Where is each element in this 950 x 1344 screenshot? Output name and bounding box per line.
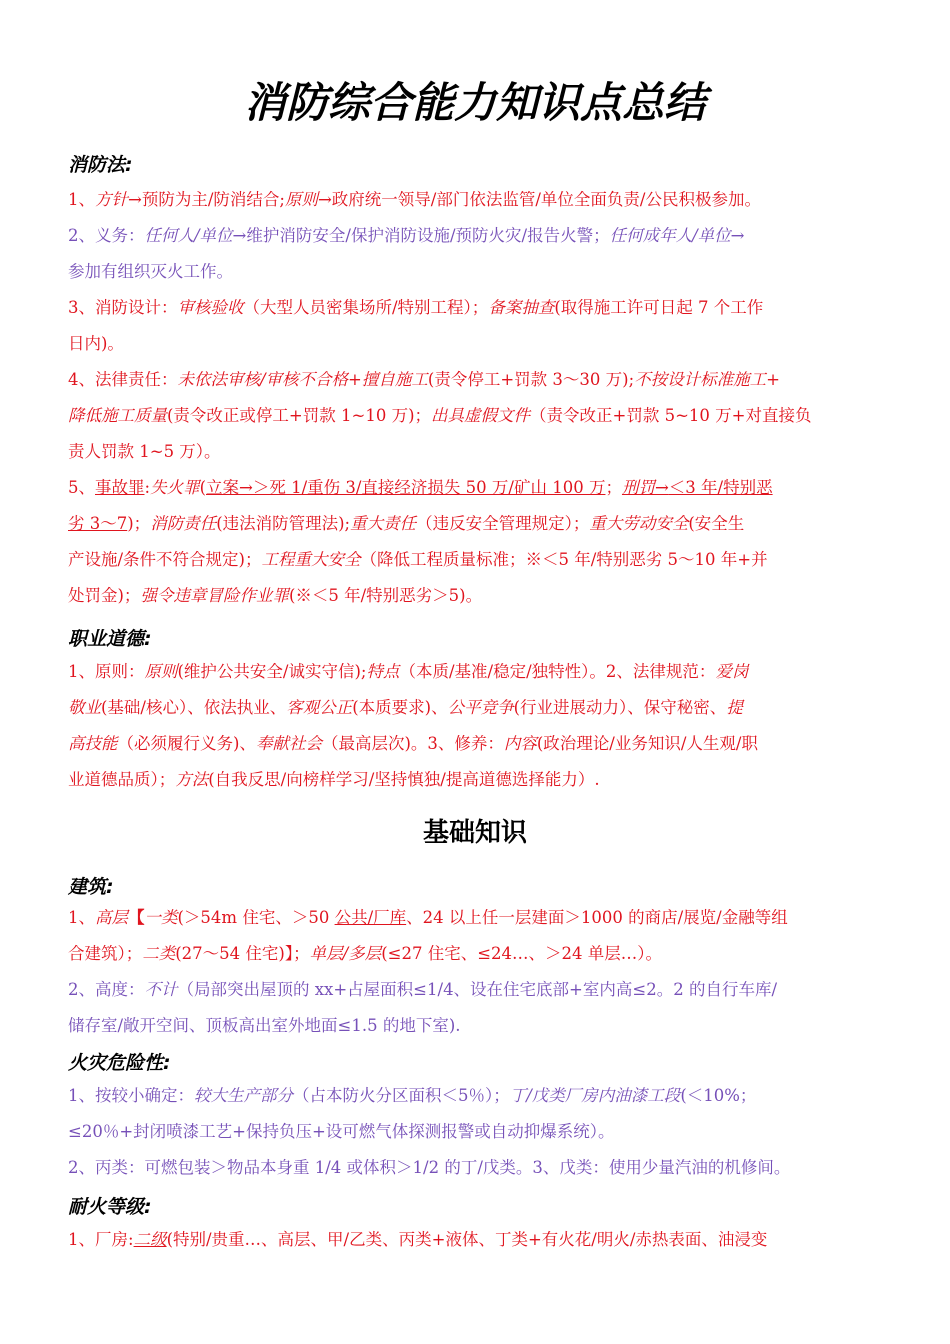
paragraph	[68, 470, 884, 614]
section-subtitle: 基础知识	[422, 818, 527, 848]
text-run: 1、按较小确定：	[68, 1086, 194, 1105]
text-run: （大型人员密集场所/特别工程）；	[243, 298, 489, 317]
section-heading-fire-resistance: 耐火等级:	[68, 1196, 152, 1218]
text-run: （降低工程质量标准；※＜5 年/特别恶劣 5～10 年+并	[360, 550, 768, 569]
text-run: 、24 以上任一层建面＞1000 的商店/展览/金融等组	[406, 908, 788, 927]
text-run: 原则→	[284, 190, 332, 209]
text-run: 4、法律责任：	[68, 370, 178, 389]
text-run: 工程重大安全	[261, 550, 361, 569]
text-run: 内容	[503, 734, 537, 753]
text-run: 敬业	[68, 698, 101, 717]
text-run: 方法	[175, 770, 209, 789]
text-run: 任何成年人/单位→	[609, 226, 745, 245]
text-run: 【	[128, 908, 145, 927]
text-run: (≤27 住宅、≤24…、＞24 单层…）。	[381, 944, 663, 963]
text-run: 公平竞争	[447, 698, 514, 717]
paragraph	[68, 362, 884, 470]
paragraph	[68, 972, 884, 1044]
text-run: 1、厂房:	[68, 1230, 134, 1249]
text-run: （本质/基准/稳定/独特性）。2、法律规范：	[399, 662, 716, 681]
text-run: 单层/多层	[309, 944, 382, 963]
text-run: (安全生	[688, 514, 745, 533]
text-run: （局部突出屋顶的 xx+占屋面积≤1/4、设在住宅底部+室内高≤2。2 的自行车库/	[177, 980, 778, 999]
paragraph	[68, 1078, 884, 1150]
section-heading-fire-hazard: 火灾危险性:	[68, 1052, 171, 1074]
text-run: (＜10%；	[680, 1086, 757, 1105]
text-run: 业道德品质）；	[68, 770, 176, 789]
text-run: 降低施工质量	[68, 406, 167, 425]
text-run: 特点	[366, 662, 400, 681]
text-run: （最高层次)。3、修养：	[321, 734, 504, 753]
text-run: 处罚金)；	[68, 586, 141, 605]
text-run: 参加有组织灭火工作。	[68, 262, 233, 281]
text-run: 1、原则：	[68, 662, 145, 681]
text-run: 1、	[68, 908, 95, 927]
paragraph	[68, 900, 884, 972]
text-run: 事故罪	[95, 478, 145, 497]
text-run: 责人罚款 1~5 万）。	[68, 442, 221, 461]
text-run: 爱岗	[715, 662, 749, 681]
text-run: 方针→	[95, 190, 142, 209]
text-run: 1、	[68, 190, 95, 209]
text-run: （责令改正+罚款 5~10 万+对直接负	[530, 406, 812, 425]
text-run: 奉献社会	[255, 734, 322, 753]
paragraph	[68, 182, 884, 218]
paragraph	[68, 290, 884, 362]
text-run: 消防责任	[150, 514, 217, 533]
text-run: 日内)。	[68, 334, 124, 353]
text-run: 立案→＞死 1/重伤 3/直接经济损失 50 万/矿山 100 万	[206, 478, 606, 497]
section-heading-fire-law: 消防法:	[68, 154, 133, 176]
paragraph	[68, 218, 884, 290]
text-run: 公共/厂库	[334, 908, 407, 927]
text-run: 重大责任	[350, 514, 417, 533]
text-run: 审核验收	[177, 298, 244, 317]
paragraph	[68, 1222, 884, 1258]
text-run: 不按设计标准施工+	[634, 370, 780, 389]
text-run: (维护公共安全/诚实守信);	[177, 662, 367, 681]
text-run: :	[144, 478, 151, 497]
text-run: 丁/戊类厂房内油漆工段	[509, 1086, 681, 1105]
text-run: 一类	[144, 908, 178, 927]
text-run: 不计	[144, 980, 178, 999]
text-run: (责令改正或停工+罚款 1~10 万)；	[167, 406, 432, 425]
text-run: 产设施/条件不符合规定)；	[68, 550, 262, 569]
text-run: ≤20％+封闭喷漆工艺+保持负压+设可燃气体探测报警或自动抑爆系统）。	[68, 1122, 615, 1141]
text-run: (自我反思/向榜样学习/坚持慎独/提高道德选择能力）.	[208, 770, 600, 789]
text-run: 二类	[142, 944, 176, 963]
text-run: (	[199, 478, 206, 497]
text-run: 高层	[95, 908, 128, 927]
text-run: 出具虚假文件	[431, 406, 531, 425]
text-run: (基础/核心）、依法执业、	[101, 698, 287, 717]
text-run: (特别/贵重…、高层、甲/乙类、丙类+液体、丁类+有火花/明火/赤热表面、油浸变	[166, 1230, 768, 1249]
text-run: （必须履行义务)、	[117, 734, 256, 753]
section-heading-building: 建筑:	[68, 876, 114, 898]
text-run: (＞54m 住宅、＞50	[177, 908, 335, 927]
text-run: （占本防火分区面积＜5％）；	[293, 1086, 510, 1105]
text-run: (行业进展动力）、保守秘密、	[513, 698, 727, 717]
text-run: 合建筑）；	[68, 944, 143, 963]
text-run: 刑罚→	[621, 478, 669, 497]
text-run: (本质要求)、	[352, 698, 448, 717]
text-run: 劣 3～7	[68, 514, 128, 533]
text-run: 客观公正	[286, 698, 353, 717]
text-run: ＜3 年/特别恶	[668, 478, 773, 497]
text-run: 原则	[144, 662, 178, 681]
text-run: 预防为主/防消结合;	[141, 190, 285, 209]
text-run: 维护消防安全/保护消防设施/预防火灾/报告火警；	[246, 226, 610, 245]
text-run: 提	[726, 698, 743, 717]
paragraph	[68, 1150, 884, 1186]
text-run: 二级	[133, 1230, 167, 1249]
text-run: 储存室/敞开空间、顶板高出室外地面≤1.5 的地下室).	[68, 1016, 461, 1035]
text-run: 2、丙类：可燃包装＞物品本身重 1/4 或体积＞1/2 的丁/戊类。3、戊类：使用少量汽油的机修间。	[68, 1158, 791, 1177]
text-run: 失火罪	[150, 478, 200, 497]
text-run: (取得施工许可日起 7 个工作	[554, 298, 764, 317]
text-run: (责令停工+罚款 3～30 万);	[427, 370, 635, 389]
text-run: )；	[127, 514, 151, 533]
page-title: 消防综合能力知识点总结	[243, 78, 706, 127]
text-run: 强令违章冒险作业罪	[140, 586, 289, 605]
text-run: 备案抽查	[488, 298, 555, 317]
text-run: 5、	[68, 478, 95, 497]
text-run: (违法消防管理法);	[216, 514, 351, 533]
text-run: ；	[605, 478, 622, 497]
text-run: 2、高度：	[68, 980, 145, 999]
section-heading-ethics: 职业道德:	[68, 628, 152, 650]
text-run: 政府统一领导/部门依法监管/单位全面负责/公民积极参加。	[331, 190, 761, 209]
text-run: 3、消防设计：	[68, 298, 178, 317]
paragraph	[68, 654, 884, 798]
text-run: (27～54 住宅)】；	[175, 944, 310, 963]
text-run: 高技能	[68, 734, 118, 753]
text-run: 较大生产部分	[194, 1086, 293, 1105]
text-run: (※＜5 年/特别恶劣＞5)。	[288, 586, 483, 605]
text-run: （违反安全管理规定）；	[416, 514, 590, 533]
text-run: (政治理论/业务知识/人生观/职	[536, 734, 758, 753]
text-run: 任何人/单位→	[144, 226, 247, 245]
text-run: 2、义务：	[68, 226, 145, 245]
text-run: 重大劳动安全	[589, 514, 689, 533]
text-run: 未依法审核/审核不合格+擅自施工	[177, 370, 428, 389]
